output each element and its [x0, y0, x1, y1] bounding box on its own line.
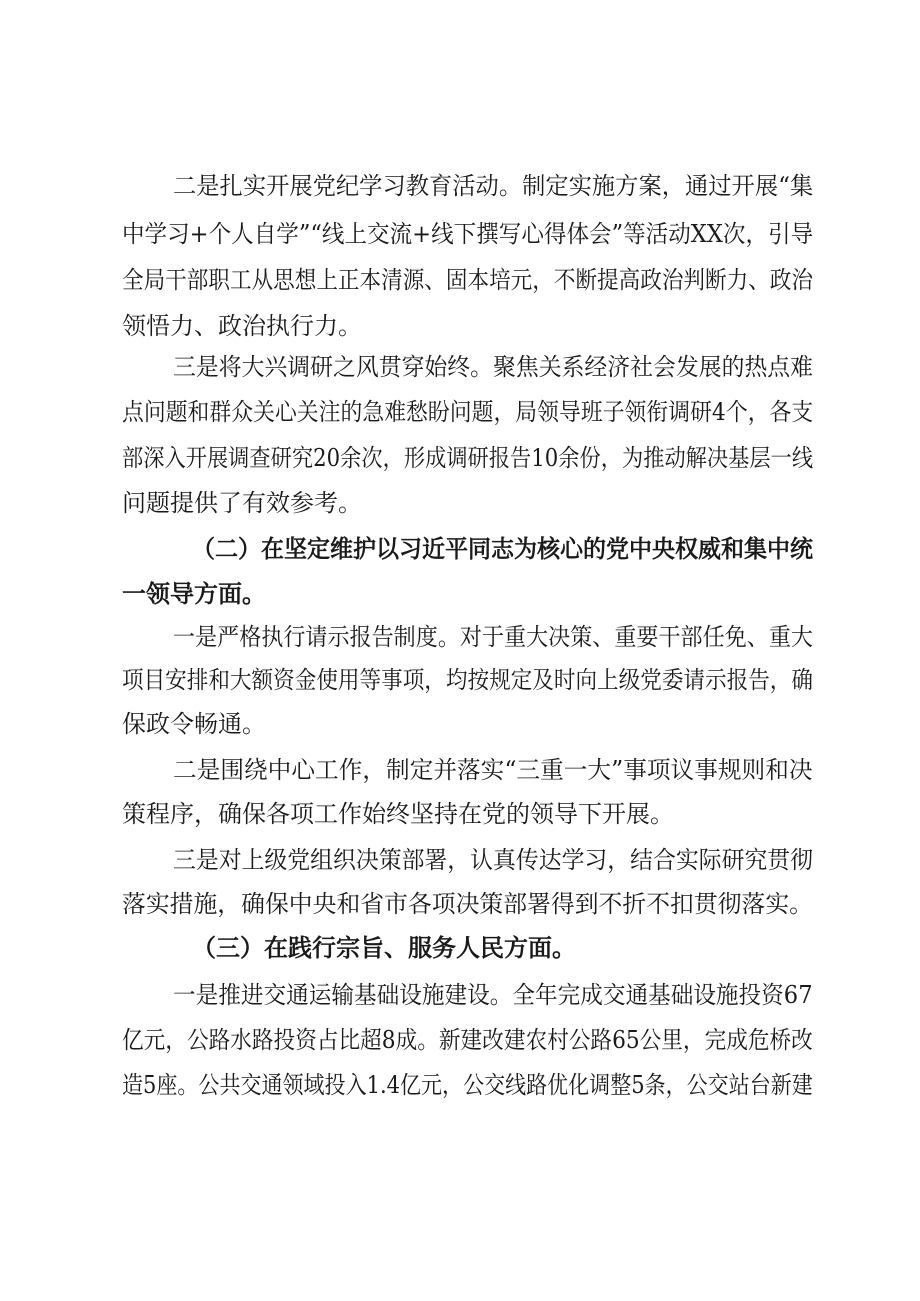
paragraph-6-line-3: 造5座。公共交通领域投入1.4亿元，公交线路优化调整5条，公交站台新建: [122, 1071, 813, 1099]
paragraph-2-line-1: 三是将大兴调研之风贯穿始终。聚焦关系经济社会发展的热点难: [173, 353, 814, 381]
paragraph-2-line-4: 问题提供了有效参考。: [122, 489, 362, 517]
paragraph-5-line-2: 落实措施，确保中央和省市各项决策部署得到不折不扣贯彻落实。: [122, 890, 813, 918]
paragraph-5-line-1: 三是对上级党组织决策部署，认真传达学习，结合实际研究贯彻: [173, 846, 814, 874]
paragraph-1-line-4: 领悟力、政治执行力。: [122, 312, 362, 340]
section-heading-2-line-1: （二）在坚定维护以习近平同志为核心的党中央权威和集中统: [192, 534, 813, 563]
paragraph-1-line-3: 全局干部职工从思想上正本清源、固本培元，不断提高政治判断力、政治: [122, 266, 813, 294]
paragraph-2-line-2: 点问题和群众关心关注的急难愁盼问题，局领导班子领衔调研4个，各支: [122, 398, 814, 426]
section-heading-3-line-1: （三）在践行宗旨、服务人民方面。: [192, 933, 576, 962]
paragraph-3-line-2: 项目安排和大额资金使用等事项，均按规定及时向上级党委请示报告，确: [122, 666, 813, 694]
paragraph-6-line-2: 亿元，公路水路投资占比超8成。新建改建农村公路65公里，完成危桥改: [122, 1026, 813, 1054]
paragraph-3-line-1: 一是严格执行请示报告制度。对于重大决策、重要干部任免、重大: [173, 623, 813, 651]
paragraph-6-line-1: 一是推进交通运输基础设施建设。全年完成交通基础设施投资67: [173, 981, 813, 1009]
paragraph-1-line-1: 二是扎实开展党纪学习教育活动。制定实施方案，通过开展“集: [173, 172, 814, 200]
section-heading-2-line-2: 一领导方面。: [122, 579, 266, 608]
paragraph-4-line-2: 策程序，确保各项工作始终坚持在党的领导下开展。: [122, 800, 674, 828]
paragraph-1-line-2: 中学习+个人自学”“线上交流+线下撰写心得体会”等活动XX次，引导: [122, 220, 814, 248]
paragraph-3-line-3: 保政令畅通。: [122, 710, 266, 738]
paragraph-2-line-3: 部深入开展调查研究20余次，形成调研报告10余份，为推动解决基层一线: [122, 444, 814, 472]
paragraph-4-line-1: 二是围绕中心工作，制定并落实“三重一大”事项议事规则和决: [173, 756, 813, 784]
